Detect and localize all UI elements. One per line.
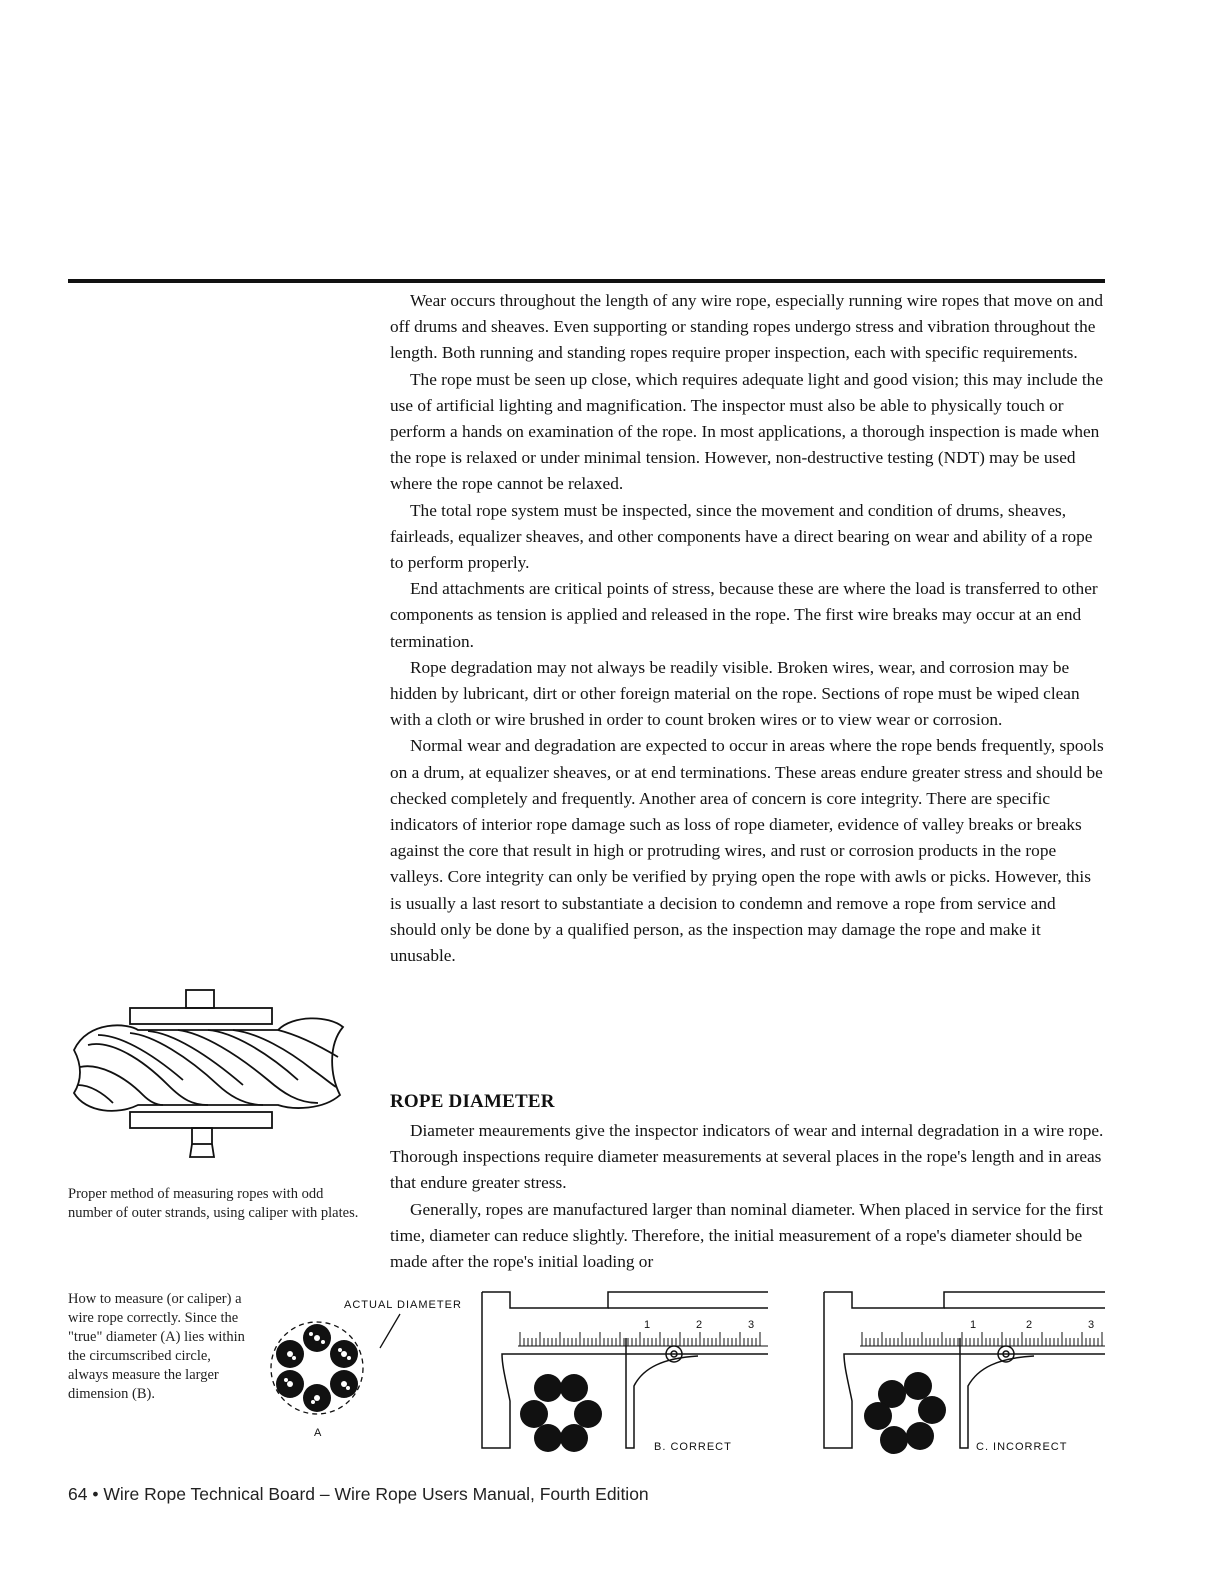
- caliper-incorrect-figure: [820, 1286, 1110, 1466]
- caliper-plates-figure: [68, 985, 358, 1170]
- caliper-correct-figure: [478, 1286, 773, 1466]
- section-heading: ROPE DIAMETER: [390, 1091, 555, 1112]
- caption-measure-correctly: How to measure (or caliper) a wire rope correctly. Since the "true" diameter (A) lies within the circumscribed circle, always measure the larger dimension (B).: [68, 1291, 245, 1402]
- body-text: [390, 288, 1105, 969]
- section-body: [390, 1118, 1105, 1275]
- scale-1-label: 1: [644, 1319, 652, 1331]
- scale-3-label: 3: [748, 1319, 756, 1331]
- page-footer: 64 • Wire Rope Technical Board – Wire Rope Users Manual, Fourth Edition: [68, 1484, 649, 1504]
- paragraph: Diameter meaurements give the inspector indicators of wear and internal degradation in a wire rope. Thorough inspections require diameter measurements at several places in the rope's length and in areas that endure greater stress.: [390, 1121, 1104, 1193]
- paragraph: The rope must be seen up close, which requires adequate light and good vision; this may include the use of artificial lighting and magnification. The inspector must also be able to physically touch or perform a hands on examination of the rope. In most applications, a thorough inspection is made when the rope is relaxed or under minimal tension. However, non-destructive testing (NDT) may be used where the rope cannot be relaxed.: [390, 369, 1103, 494]
- scale-3-label: 3: [1088, 1319, 1096, 1331]
- ruler-ticks: [862, 1332, 1102, 1346]
- label-a: A: [314, 1427, 323, 1439]
- paragraph: End attachments are critical points of stress, because these are where the load is transferred to other components as tension is applied and released in the rope. The first wire breaks may occur at an end termination.: [390, 579, 1098, 651]
- paragraph: Generally, ropes are manufactured larger than nominal diameter. When placed in service for the first time, diameter can reduce slightly. Therefore, the initial measurement of a rope's diameter should be made after the rope's initial loading or: [390, 1199, 1104, 1272]
- paragraph: The total rope system must be inspected, since the movement and condition of drums, sheaves, fairleads, equalizer sheaves, and other components have a direct bearing on wear and ability of a rope to perform properly.: [390, 500, 1093, 573]
- rope-cross-section-figure: [262, 1290, 472, 1440]
- header-rule: [68, 279, 1105, 283]
- caption-caliper-plates: Proper method of measuring ropes with odd number of outer strands, using caliper with plates.: [68, 1186, 359, 1221]
- label-c-incorrect: C. INCORRECT: [976, 1441, 1068, 1453]
- actual-diameter-label: ACTUAL DIAMETER: [344, 1299, 462, 1311]
- paragraph: Wear occurs throughout the length of any wire rope, especially running wire ropes that move on and off drums and sheaves. Even supporting or standing ropes undergo stress and vibration throughout the length. Both running and standing ropes require proper inspection, each with specific requirements.: [390, 291, 1104, 363]
- label-b-correct: B. CORRECT: [654, 1441, 732, 1453]
- ruler-ticks: [520, 1332, 760, 1346]
- paragraph: Normal wear and degradation are expected to occur in areas where the rope bends frequently, spools on a drum, at equalizer sheaves, or at end terminations. These areas endure greater stress and should be checked completely and frequently. Another area of concern is core integrity. There are specific indicators of interior rope damage such as loss of rope diameter, evidence of valley breaks or breaks against the core that result in high or protruding wires, and rust or corrosion products in the rope valleys. Core integrity can only be verified by prying open the rope with awls or picks. However, this is usually a last resort to substantiate a decision to condemn and remove a rope from service and should only be done by a qualified person, as the inspection may damage the rope and make it unusable.: [390, 736, 1104, 966]
- scale-2-label: 2: [1026, 1319, 1034, 1331]
- paragraph: Rope degradation may not always be readily visible. Broken wires, wear, and corrosion may be hidden by lubricant, dirt or other foreign material on the rope. Sections of rope must be wiped clean with a cloth or wire brushed in order to count broken wires or to view wear or corrosion.: [390, 657, 1080, 730]
- scale-1-label: 1: [970, 1319, 978, 1331]
- scale-2-label: 2: [696, 1319, 704, 1331]
